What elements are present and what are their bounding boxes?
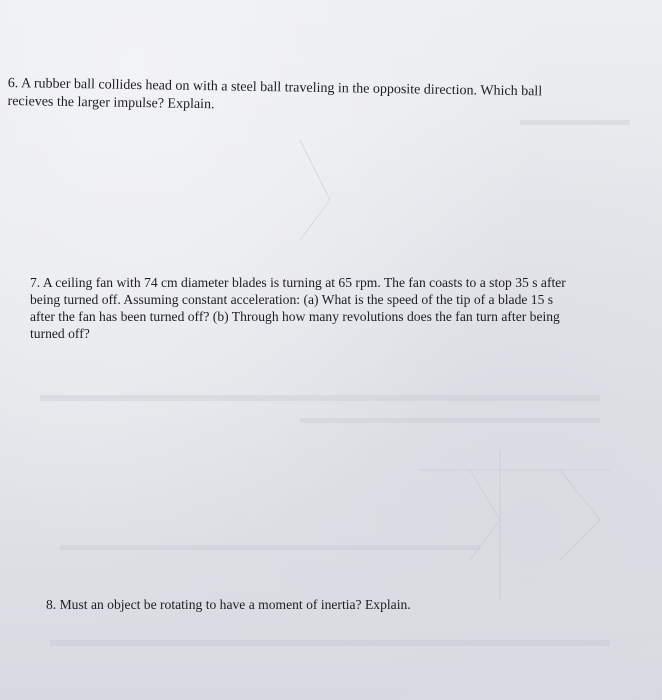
question-6 xyxy=(7,75,647,121)
question-7-line: turned off? xyxy=(30,326,90,341)
question-8-line: 8. Must an object be rotating to have a moment of inertia? Explain. xyxy=(46,597,411,612)
question-6-line: 6. A rubber ball collides head on with a steel ball traveling in the opposite direction. Which ball xyxy=(7,75,543,100)
question-6-line: recieves the larger impulse? Explain. xyxy=(7,93,215,113)
question-7-line: being turned off. Assuming constant acceleration: (a) What is the speed of the tip of a blade 15 s xyxy=(30,292,554,307)
question-7-line: 7. A ceiling fan with 74 cm diameter blades is turning at 65 rpm. The fan coasts to a stop 35 s after xyxy=(30,275,566,290)
question-8 xyxy=(46,596,606,613)
question-7 xyxy=(30,274,642,342)
question-7-line: after the fan has been turned off? (b) Through how many revolutions does the fan turn after being xyxy=(30,309,560,324)
